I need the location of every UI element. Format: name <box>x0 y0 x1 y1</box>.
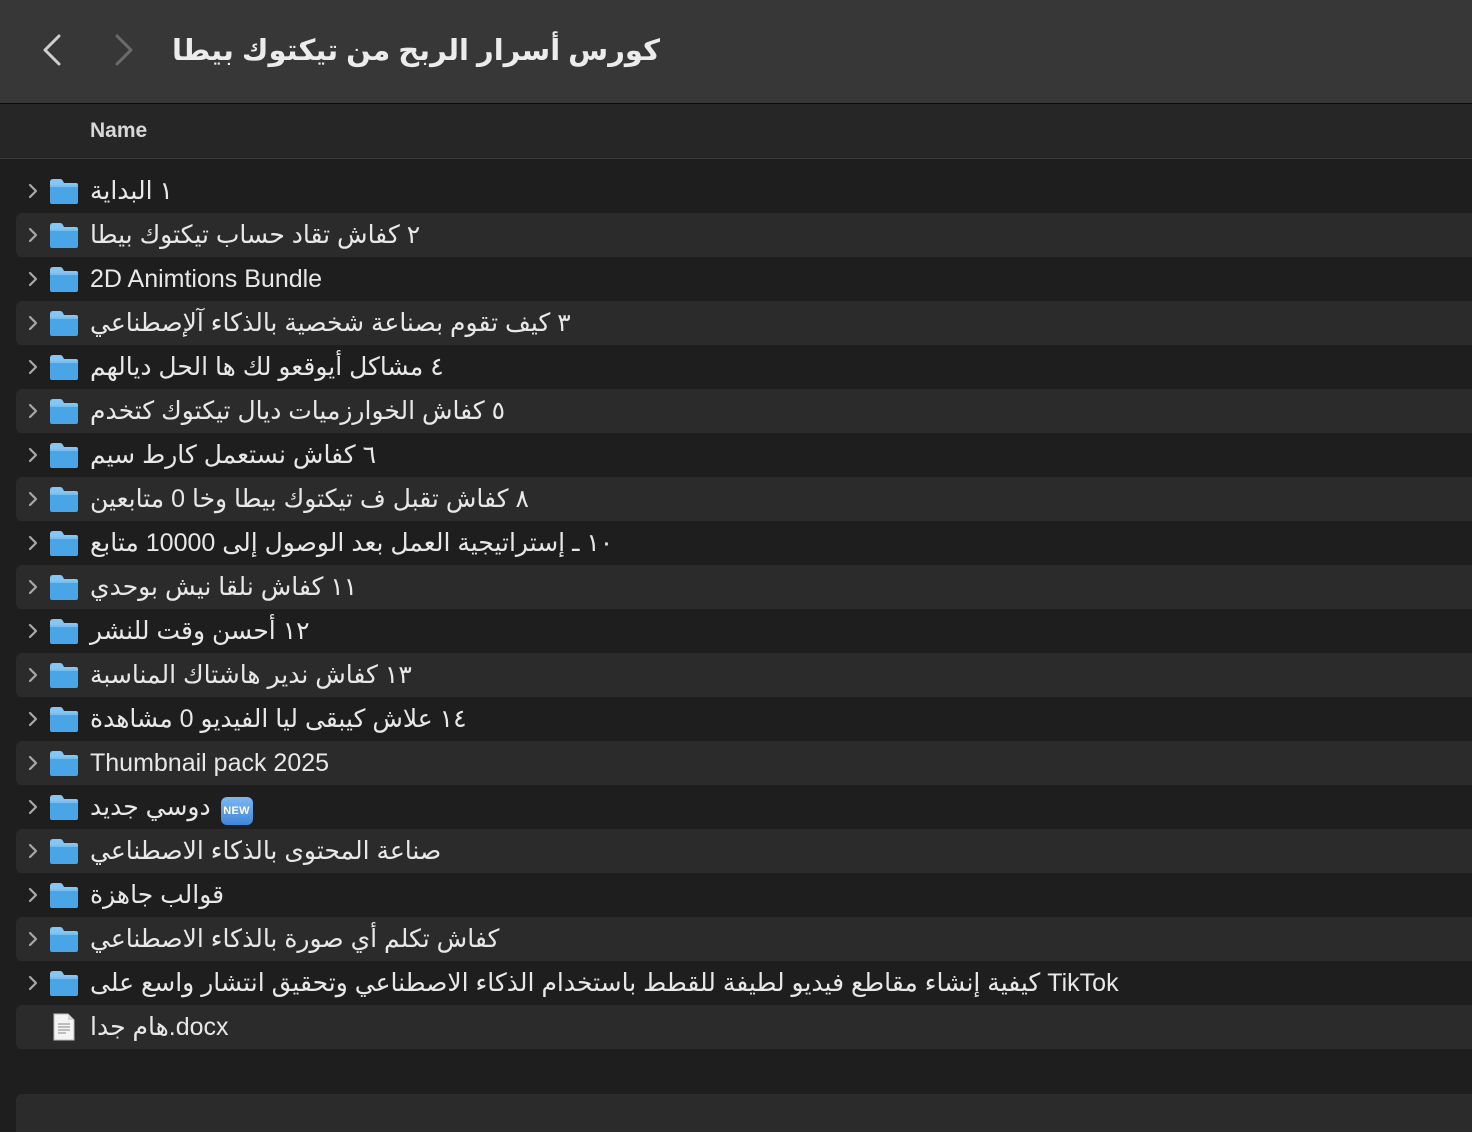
folder-row[interactable] <box>16 477 1472 521</box>
folder-icon <box>49 397 79 425</box>
item-label: ٨ كفاش تقبل ف تيكتوك بيطا وخا 0 متابعين <box>90 485 529 513</box>
chevron-left-icon <box>41 33 63 67</box>
disclosure-chevron-icon[interactable] <box>24 533 42 553</box>
item-label: ٢ كفاش تقاد حساب تيكتوك بيطا <box>90 221 421 249</box>
disclosure-chevron-icon[interactable] <box>24 797 42 817</box>
folder-row[interactable] <box>16 873 1472 917</box>
item-label: Thumbnail pack 2025 <box>90 749 330 777</box>
folder-icon <box>49 749 79 777</box>
folder-row[interactable] <box>16 829 1472 873</box>
file-row[interactable] <box>16 1005 1472 1049</box>
forward-button[interactable] <box>104 30 144 70</box>
folder-icon <box>49 705 79 733</box>
folder-icon <box>49 837 79 865</box>
folder-row[interactable] <box>16 433 1472 477</box>
disclosure-chevron-icon[interactable] <box>24 929 42 949</box>
folder-row[interactable] <box>16 609 1472 653</box>
disclosure-chevron-icon[interactable] <box>24 621 42 641</box>
disclosure-chevron-icon[interactable] <box>24 489 42 509</box>
folder-row[interactable] <box>16 961 1472 1005</box>
item-label: 2D Animtions Bundle <box>90 265 323 293</box>
folder-icon <box>49 485 79 513</box>
disclosure-chevron-icon[interactable] <box>24 841 42 861</box>
folder-icon <box>49 529 79 557</box>
folder-row[interactable] <box>16 257 1472 301</box>
item-label: ٣ كيف تقوم بصناعة شخصية بالذكاء آلإصطناعي <box>90 309 571 337</box>
folder-icon <box>49 221 79 249</box>
disclosure-chevron-icon[interactable] <box>24 445 42 465</box>
folder-row[interactable] <box>16 169 1472 213</box>
disclosure-chevron-icon[interactable] <box>24 313 42 333</box>
folder-icon <box>49 265 79 293</box>
item-label: كفاش تكلم أي صورة بالذكاء الاصطناعي <box>90 925 500 953</box>
item-label-group <box>90 785 253 833</box>
item-label: هام جدا.docx <box>90 1013 229 1041</box>
window-title: كورس أسرار الربح من تيكتوك بيطا <box>172 35 660 67</box>
chevron-right-icon <box>113 33 135 67</box>
folder-icon <box>49 177 79 205</box>
folder-row[interactable] <box>16 785 1472 829</box>
folder-row[interactable] <box>16 389 1472 433</box>
folder-icon <box>49 309 79 337</box>
item-label: دوسي جديد <box>90 793 211 821</box>
folder-icon <box>49 969 79 997</box>
folder-row[interactable] <box>16 213 1472 257</box>
item-label: قوالب جاهزة <box>90 881 225 909</box>
disclosure-chevron-icon[interactable] <box>24 885 42 905</box>
folder-icon <box>49 881 79 909</box>
item-label: ١٤ علاش كيبقى ليا الفيديو 0 مشاهدة <box>90 705 467 733</box>
disclosure-chevron-icon[interactable] <box>24 181 42 201</box>
name-column-header[interactable]: Name <box>90 119 148 142</box>
item-label: صناعة المحتوى بالذكاء الاصطناعي <box>90 837 442 865</box>
toolbar <box>0 0 1472 104</box>
folder-row[interactable] <box>16 301 1472 345</box>
folder-icon <box>49 661 79 689</box>
disclosure-chevron-icon[interactable] <box>24 973 42 993</box>
disclosure-chevron-icon[interactable] <box>24 753 42 773</box>
item-label: ١١ كفاش نلقا نيش بوحدي <box>90 573 358 601</box>
document-icon <box>52 1013 82 1041</box>
disclosure-chevron-icon[interactable] <box>24 665 42 685</box>
new-badge-icon: NEW <box>221 797 253 825</box>
folder-row[interactable] <box>16 565 1472 609</box>
disclosure-chevron-icon[interactable] <box>24 709 42 729</box>
folder-icon <box>49 441 79 469</box>
disclosure-chevron-icon[interactable] <box>24 357 42 377</box>
folder-row[interactable] <box>16 345 1472 389</box>
folder-row[interactable] <box>16 917 1472 961</box>
item-label: ١٣ كفاش ندير هاشتاك المناسبة <box>90 661 412 689</box>
file-list <box>16 169 1472 1049</box>
folder-icon <box>49 617 79 645</box>
folder-row[interactable] <box>16 653 1472 697</box>
disclosure-chevron-icon[interactable] <box>24 269 42 289</box>
item-label: ١٢ أحسن وقت للنشر <box>90 617 310 645</box>
folder-icon <box>49 573 79 601</box>
item-label: ١ البداية <box>90 177 173 205</box>
item-label: ٤ مشاكل أيوقعو لك ها الحل ديالهم <box>90 353 444 381</box>
disclosure-chevron-icon[interactable] <box>24 577 42 597</box>
folder-icon <box>49 793 79 821</box>
back-button[interactable] <box>32 30 72 70</box>
item-label: ٥ كفاش الخوارزميات ديال تيكتوك كتخدم <box>90 397 506 425</box>
item-label: ٦ كفاش نستعمل كارط سيم <box>90 441 376 469</box>
disclosure-chevron-icon[interactable] <box>24 225 42 245</box>
folder-icon <box>49 353 79 381</box>
folder-row[interactable] <box>16 521 1472 565</box>
status-bar <box>16 1094 1472 1132</box>
folder-row[interactable] <box>16 697 1472 741</box>
item-label: كيفية إنشاء مقاطع فيديو لطيفة للقطط باستخدام الذكاء الاصطناعي وتحقيق انتشار واسع على TikTok <box>90 969 1119 997</box>
disclosure-chevron-icon[interactable] <box>24 401 42 421</box>
folder-icon <box>49 925 79 953</box>
column-header-row <box>0 104 1472 159</box>
folder-row[interactable] <box>16 741 1472 785</box>
item-label: ١٠ ـ إستراتيجية العمل بعد الوصول إلى 10000 متابع <box>90 529 614 557</box>
